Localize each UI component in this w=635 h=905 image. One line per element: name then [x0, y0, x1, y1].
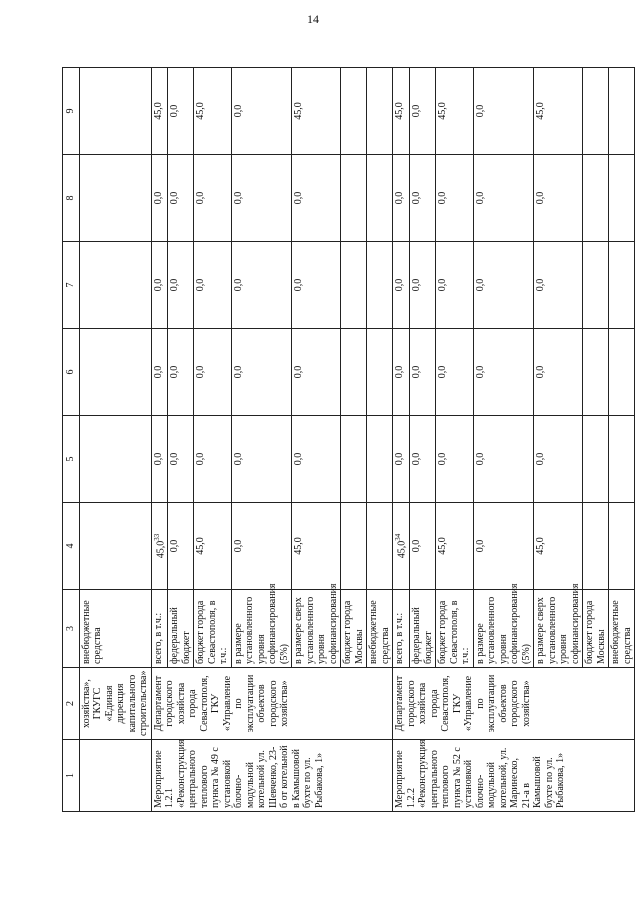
value-text: 0,0	[152, 278, 164, 292]
value-cell	[151, 242, 168, 329]
carry-col1	[79, 740, 151, 812]
value-cell	[583, 155, 609, 242]
value-text: 0,0	[437, 191, 449, 205]
value-text: 0,0	[169, 539, 181, 553]
funding-source: бюджет города Москвы	[341, 590, 367, 668]
value-cell	[292, 155, 341, 242]
value-text: 45,0	[437, 102, 449, 120]
funding-source: в размере сверх установленного уровня софинансирования	[292, 590, 341, 668]
value-cell	[151, 68, 168, 155]
value-cell	[341, 242, 367, 329]
value-cell	[393, 329, 410, 416]
value-text: 45,0	[293, 537, 305, 555]
value-text: 0,0	[195, 191, 207, 205]
value-cell	[393, 416, 410, 503]
header-cell: 7	[63, 242, 80, 329]
value-cell	[367, 155, 393, 242]
value-cell	[609, 416, 635, 503]
header-cell: 6	[63, 329, 80, 416]
value-text: 0,0	[293, 452, 305, 466]
value-cell	[609, 68, 635, 155]
value-cell	[534, 242, 583, 329]
value-cell	[534, 503, 583, 590]
value-cell	[231, 68, 292, 155]
value-text: 0,0	[152, 191, 164, 205]
value-text: 0,0	[535, 452, 547, 466]
value-cell	[393, 68, 410, 155]
value-cell	[393, 242, 410, 329]
value-cell	[534, 416, 583, 503]
value-text: 0,0	[437, 278, 449, 292]
value-text: 0,0	[394, 278, 406, 292]
header-cell: 1	[63, 740, 80, 812]
value-text: 0,0	[394, 452, 406, 466]
value-cell	[609, 242, 635, 329]
value-cell	[168, 155, 194, 242]
measure-title: Мероприятие 1.2.2 «Реконструкция центрального теплового пункта № 52 с установкой блочно-модульной котельной, ул. Маринеско, 21-а в Камышовой бухте по ул. Рыбакова, 1»	[393, 740, 635, 812]
value-cell	[168, 416, 194, 503]
value-text: 0,0	[474, 278, 486, 292]
value-cell	[473, 242, 534, 329]
value-cell	[341, 503, 367, 590]
value-text: 45,0	[154, 540, 166, 559]
value-text: 0,0	[232, 104, 244, 118]
value-text: 0,0	[169, 104, 181, 118]
value-text: 0,0	[394, 365, 406, 379]
value-text: 0,0	[169, 452, 181, 466]
value-cell	[231, 329, 292, 416]
value-cell	[410, 155, 436, 242]
value-cell	[393, 155, 410, 242]
value-cell	[410, 416, 436, 503]
value-cell	[231, 416, 292, 503]
value-text: 0,0	[195, 365, 207, 379]
value-cell	[609, 155, 635, 242]
value-cell	[583, 503, 609, 590]
funding-source: бюджет города Севастополя, в т.ч.:	[194, 590, 232, 668]
value-text: 0,0	[232, 452, 244, 466]
funding-source: внебюджетные средства	[367, 590, 393, 668]
funding-source: всего, в т.ч.:	[151, 590, 168, 668]
value-cell	[231, 503, 292, 590]
value-cell	[436, 416, 474, 503]
rotated-table-container	[62, 67, 633, 812]
value-text: 0,0	[535, 365, 547, 379]
value-cell	[341, 416, 367, 503]
funding-source: всего, в т.ч.:	[393, 590, 410, 668]
value-text: 0,0	[169, 278, 181, 292]
value-text: 45,0	[152, 102, 164, 120]
value-cell	[151, 416, 168, 503]
measure-executor: Департамент городского хозяйства города Севастополя, ГКУ «Управление по эксплуатации объектов городского хозяйства»	[151, 668, 393, 740]
value-cell	[341, 329, 367, 416]
footnote-mark: 33	[152, 533, 161, 541]
value-text: 0,0	[411, 365, 423, 379]
funding-source: внебюджетные средства	[609, 590, 635, 668]
footnote-mark: 34	[394, 533, 403, 541]
table-row	[151, 68, 168, 812]
value-text: 0,0	[437, 365, 449, 379]
value-text: 0,0	[411, 191, 423, 205]
header-row	[63, 68, 80, 812]
value-cell	[292, 329, 341, 416]
value-text: 0,0	[535, 278, 547, 292]
funding-table	[62, 67, 635, 812]
value-text: 0,0	[293, 191, 305, 205]
value-cell	[231, 155, 292, 242]
value-cell	[367, 416, 393, 503]
value-text: 45,0	[535, 102, 547, 120]
value-text: 0,0	[152, 452, 164, 466]
header-cell: 2	[63, 668, 80, 740]
value-text: 0,0	[411, 452, 423, 466]
value-text: 0,0	[169, 191, 181, 205]
value-cell	[168, 503, 194, 590]
value-cell	[473, 329, 534, 416]
value-text: 0,0	[474, 452, 486, 466]
value-text: 0,0	[293, 278, 305, 292]
value-text: 45,0	[195, 102, 207, 120]
value-cell	[583, 416, 609, 503]
header-cell: 3	[63, 590, 80, 668]
value-cell	[194, 68, 232, 155]
value-cell	[292, 242, 341, 329]
value-cell	[473, 503, 534, 590]
value-cell	[436, 242, 474, 329]
value-cell	[473, 68, 534, 155]
value-cell	[194, 242, 232, 329]
value-cell	[583, 68, 609, 155]
value-cell	[534, 329, 583, 416]
value-cell	[292, 416, 341, 503]
value-cell	[341, 155, 367, 242]
value-text: 0,0	[437, 452, 449, 466]
value-cell	[341, 68, 367, 155]
carry-over-row	[79, 68, 151, 812]
value-cell	[151, 155, 168, 242]
value-text: 45,0	[437, 537, 449, 555]
value-cell	[168, 329, 194, 416]
measure-executor: Департамент городского хозяйства города Севастополя, ГКУ «Управление по эксплуатации объектов городского хозяйства»	[393, 668, 635, 740]
value-cell	[367, 242, 393, 329]
value-cell	[534, 68, 583, 155]
value-cell	[410, 68, 436, 155]
header-cell: 9	[63, 68, 80, 155]
value-cell	[436, 155, 474, 242]
funding-source: бюджет города Севастополя, в т.ч.:	[436, 590, 474, 668]
value-cell	[436, 503, 474, 590]
value-text: 0,0	[474, 104, 486, 118]
value-text: 0,0	[293, 365, 305, 379]
value-cell	[292, 68, 341, 155]
page-number: 14	[307, 12, 319, 26]
value-text: 0,0	[232, 539, 244, 553]
header-cell: 8	[63, 155, 80, 242]
value-cell	[410, 242, 436, 329]
value-cell	[194, 155, 232, 242]
value-cell	[393, 503, 410, 590]
value-cell	[473, 155, 534, 242]
value-text: 0,0	[411, 539, 423, 553]
value-cell	[583, 329, 609, 416]
funding-source: в размере установленного уровня софинансирования (5%)	[231, 590, 292, 668]
value-cell	[292, 503, 341, 590]
value-text: 0,0	[195, 278, 207, 292]
value-cell	[534, 155, 583, 242]
value-cell	[168, 242, 194, 329]
value-text: 45,0	[195, 537, 207, 555]
value-text: 0,0	[411, 104, 423, 118]
value-text: 45,0	[535, 537, 547, 555]
value-text: 0,0	[232, 191, 244, 205]
value-cell	[473, 416, 534, 503]
value-text: 0,0	[474, 365, 486, 379]
value-text: 0,0	[232, 365, 244, 379]
value-text: 0,0	[232, 278, 244, 292]
value-text: 0,0	[152, 365, 164, 379]
value-cell	[367, 329, 393, 416]
value-cell	[609, 503, 635, 590]
value-cell	[231, 242, 292, 329]
value-cell	[151, 503, 168, 590]
value-cell	[194, 503, 232, 590]
value-cell	[436, 329, 474, 416]
value-cell	[367, 503, 393, 590]
measure-title: Мероприятие 1.2.1 «Реконструкция центрального теплового пункта № 49 с установкой блочно-модульной котельной ул. Шевченко, 23-б от котельной в Камышовой бухте по ул. Рыбакова, 1»	[151, 740, 393, 812]
funding-source: федеральный бюджет	[410, 590, 436, 668]
value-cell	[194, 416, 232, 503]
funding-source: в размере установленного уровня софинансирования (5%)	[473, 590, 534, 668]
value-text: 45,0	[396, 540, 408, 559]
value-cell	[583, 242, 609, 329]
funding-source: федеральный бюджет	[168, 590, 194, 668]
value-cell	[367, 68, 393, 155]
funding-source: бюджет города Москвы	[583, 590, 609, 668]
value-cell	[609, 329, 635, 416]
value-text: 45,0	[394, 102, 406, 120]
value-cell	[194, 329, 232, 416]
value-text: 0,0	[474, 191, 486, 205]
value-text: 0,0	[535, 191, 547, 205]
value-cell	[151, 329, 168, 416]
carry-source: внебюджетные средства	[79, 590, 151, 668]
value-text: 0,0	[169, 365, 181, 379]
funding-source: в размере сверх установленного уровня софинансирования	[534, 590, 583, 668]
header-cell: 4	[63, 503, 80, 590]
header-cell: 5	[63, 416, 80, 503]
value-cell	[410, 503, 436, 590]
value-cell	[168, 68, 194, 155]
carry-executor: хозяйства», ГКУГС «Единая дирекция капитального строительства»	[79, 668, 151, 740]
value-text: 0,0	[394, 191, 406, 205]
value-text: 0,0	[474, 539, 486, 553]
value-text: 0,0	[195, 452, 207, 466]
value-cell	[436, 68, 474, 155]
value-text: 0,0	[411, 278, 423, 292]
value-text: 45,0	[293, 102, 305, 120]
value-cell	[410, 329, 436, 416]
table-row	[393, 68, 410, 812]
